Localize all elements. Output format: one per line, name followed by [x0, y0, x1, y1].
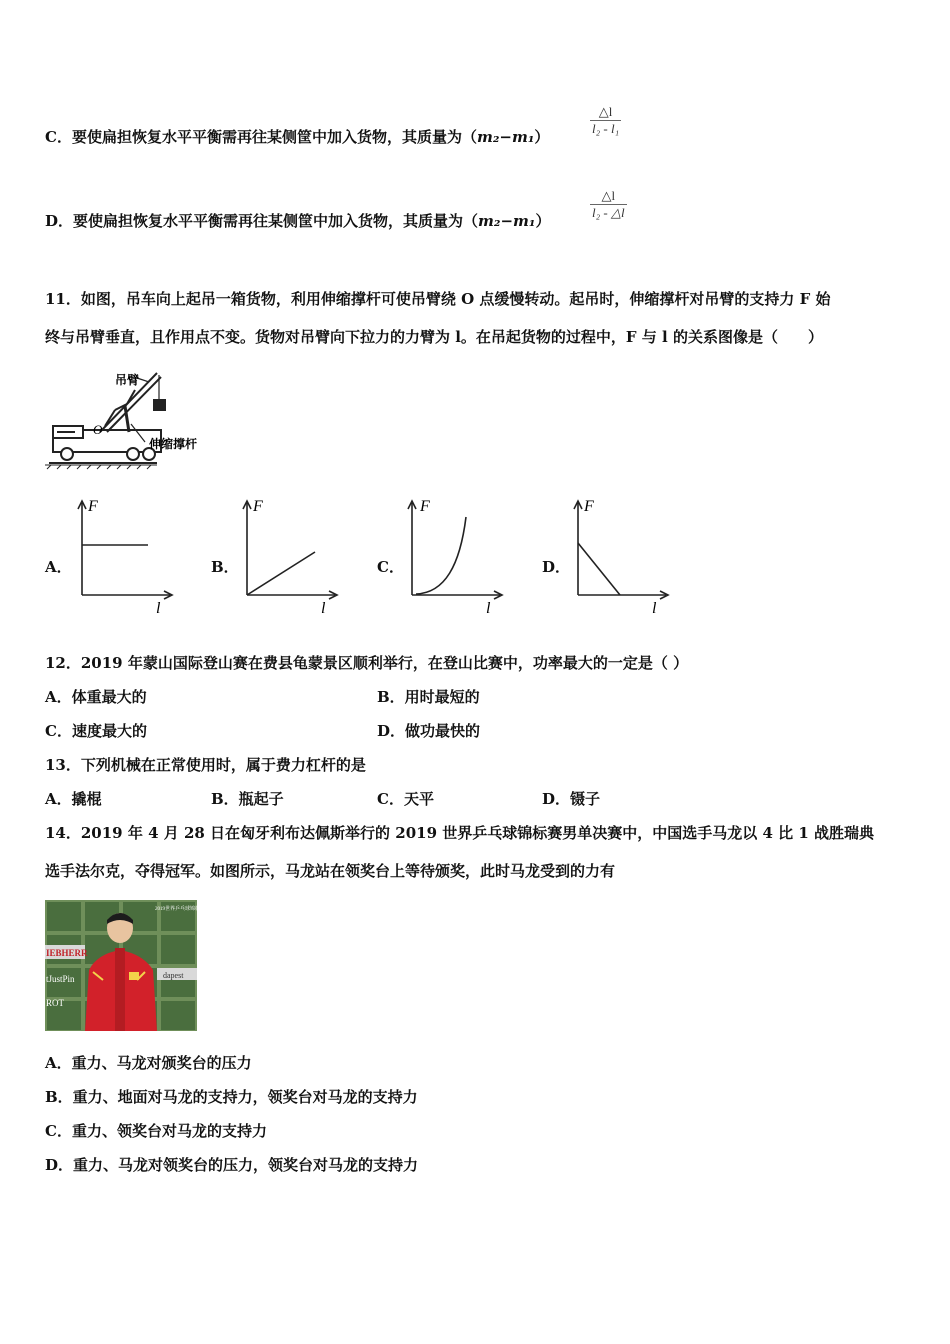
crane-pivot-label: O — [93, 422, 103, 437]
crane-arm-label: 吊臂 — [115, 373, 140, 387]
q10-option-c-denominator: l₂ - l₁ — [592, 121, 620, 136]
q10-option-d-close: ） — [535, 212, 551, 230]
q11-graph-d — [566, 495, 676, 620]
q11-graph-c-x-axis: l — [486, 600, 491, 617]
q11-graph-b-x-axis: l — [321, 600, 326, 617]
q10-option-d-text: D．要使扁担恢复水平平衡需再往某侧筐中加入货物，其质量为（ — [45, 212, 479, 230]
q13-stem: 13．下列机械在正常使用时，属于费力杠杆的是 — [45, 756, 366, 774]
q10-option-d-expr: m₂−m₁ — [478, 212, 536, 230]
q10-option-c[interactable] — [45, 127, 549, 147]
photo-text-left3: ROT — [46, 998, 64, 1008]
q11-stem-line2: 终与吊臂垂直，且作用点不变。货物对吊臂向下拉力的力臂为 l。在吊起货物的过程中，F 与 l 的关系图像是（ ） — [45, 328, 823, 346]
q14-option-c[interactable]: C．重力、领奖台对马龙的支持力 — [45, 1122, 267, 1140]
q13-option-d[interactable]: D．镊子 — [542, 790, 601, 808]
ma-long-podium-photo — [45, 900, 206, 1031]
q14-option-a[interactable]: A．重力、马龙对颁奖台的压力 — [45, 1054, 252, 1072]
q11-graph-b — [235, 495, 345, 620]
photo-text-banner: 2019世界乒乓球锦标赛 — [155, 907, 206, 912]
q10-option-c-expr: m₂−m₁ — [476, 128, 535, 146]
q10-option-d-fraction — [590, 188, 627, 221]
q14-option-d[interactable]: D．重力、马龙对领奖台的压力，领奖台对马龙的支持力 — [45, 1156, 419, 1174]
q11-option-b-label[interactable]: B． — [211, 558, 239, 576]
q10-option-c-fraction — [590, 104, 621, 137]
q13-option-c[interactable]: C．天平 — [377, 790, 434, 808]
q11-option-d-label[interactable]: D． — [542, 558, 571, 576]
q10-option-c-text: C．要使扁担恢复水平平衡需再往某侧筐中加入货物，其质量为（ — [45, 128, 477, 146]
q14-option-b[interactable]: B．重力、地面对马龙的支持力，领奖台对马龙的支持力 — [45, 1088, 418, 1106]
photo-text-left1: IEBHERR — [46, 948, 88, 958]
q12-option-d[interactable]: D．做功最快的 — [377, 722, 481, 740]
q10-option-d[interactable] — [45, 211, 550, 231]
q10-option-c-numerator: △l — [590, 104, 621, 121]
q14-stem-line1: 14．2019 年 4 月 28 日在匈牙利布达佩斯举行的 2019 世界乒乓球锦标赛男单决赛中，中国选手马龙以 4 比 1 战胜瑞典 — [45, 824, 875, 842]
q11-graph-d-curve — [578, 543, 620, 595]
photo-text-right1: dapest — [163, 971, 184, 980]
q11-option-c-label[interactable]: C． — [377, 558, 404, 576]
q11-graph-b-curve — [247, 552, 315, 595]
q13-option-a[interactable]: A．撬棍 — [45, 790, 102, 808]
q11-graph-a-x-axis: l — [156, 600, 161, 617]
crane-figure — [45, 368, 225, 473]
q11-graph-a-y-axis: F — [88, 498, 98, 515]
q11-graph-d-y-axis: F — [584, 498, 594, 515]
q13-option-b[interactable]: B．瓶起子 — [211, 790, 284, 808]
q10-option-c-close: ） — [534, 128, 550, 146]
q11-stem-line1: 11．如图，吊车向上起吊一箱货物，利用伸缩撑杆可使吊臂绕 O 点缓慢转动。起吊时，伸缩撑杆对吊臂的支持力 F 始 — [45, 290, 831, 308]
q12-option-c[interactable]: C．速度最大的 — [45, 722, 147, 740]
q11-graph-c-y-axis: F — [420, 498, 430, 515]
q12-option-a[interactable]: A．体重最大的 — [45, 688, 147, 706]
q14-stem-line2: 选手法尔克，夺得冠军。如图所示，马龙站在领奖台上等待颁奖，此时马龙受到的力有 — [45, 862, 616, 880]
q11-graph-c — [400, 495, 510, 620]
q11-graph-a — [70, 495, 180, 620]
q12-stem: 12．2019 年蒙山国际登山赛在费县龟蒙景区顺利举行，在登山比赛中，功率最大的一定是（ ） — [45, 654, 689, 672]
q11-graph-b-y-axis: F — [253, 498, 263, 515]
q12-option-b[interactable]: B．用时最短的 — [377, 688, 480, 706]
q11-graph-c-curve — [416, 517, 466, 594]
q10-option-d-numerator: △l — [590, 188, 627, 205]
q11-option-a-label[interactable]: A． — [45, 558, 72, 576]
q11-graph-d-x-axis: l — [652, 600, 657, 617]
q10-option-d-denominator: l₂ - △l — [592, 205, 625, 220]
photo-text-left2: tJustPin — [46, 974, 75, 984]
crane-strut-label: 伸缩撑杆 — [149, 437, 198, 451]
